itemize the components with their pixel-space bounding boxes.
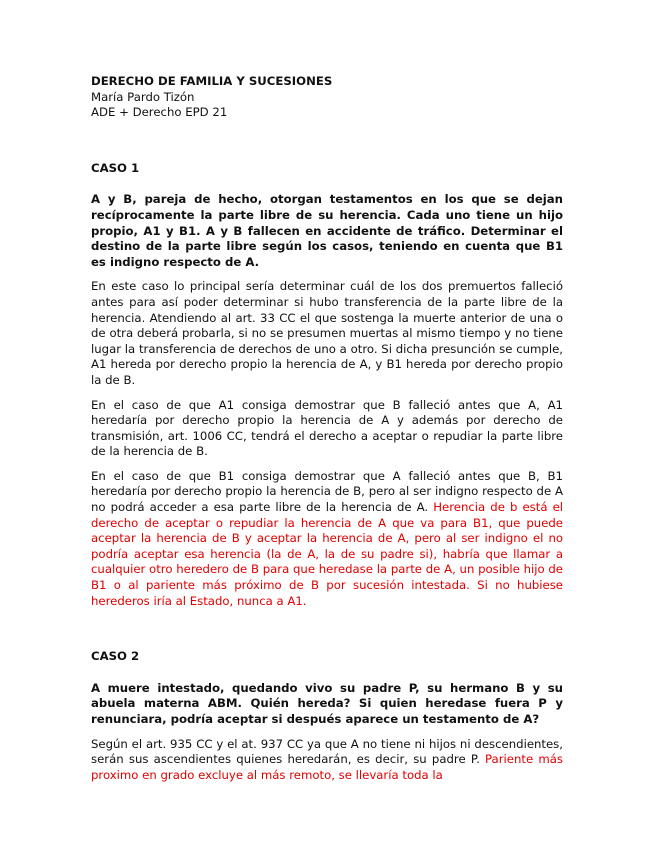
case-1-paragraph-3-annotation: Herencia de b está el derecho de aceptar o repudiar la herencia de A que va para B1, que puede aceptar la herencia de B y aceptar la herencia de A, pero al ser indigno el no podría aceptar esa herencia (la de A, la de su padre si), habría que llamar a cualquier otro heredero de B para que heredase la parte de A, un posible hijo de B1 o al pariente más próximo de B por sucesión intestada. Si no hubiese herederos iría al Estado, nunca a A1. bbox=[91, 500, 564, 608]
case-1-paragraph-2: En el caso de que A1 consiga demostrar que B falleció antes que A, A1 heredaría por derecho propio la herencia de A y además por derecho de transmisión, art. 1006 CC, tendrá el derecho a aceptar o repudiar la parte libre de la herencia de B. bbox=[91, 397, 563, 459]
case-1-paragraph-3 bbox=[91, 469, 563, 609]
case-2-paragraph-1-text: Según el art. 935 CC y el at. 937 CC ya que A no tiene ni hijos ni descendientes, serán sus ascendientes quienes heredarán, es decir, su padre P. bbox=[91, 736, 563, 767]
course-name: ADE + Derecho EPD 21 bbox=[91, 105, 228, 120]
case-1-heading: CASO 1 bbox=[91, 160, 140, 175]
case-1-question: A y B, pareja de hecho, otorgan testamentos en los que se dejan recíprocamente la parte libre de su herencia. Cada uno tiene un hijo propio, A1 y B1. A y B fallecen en accidente de tráfico. Determinar el destino de la parte libre según los casos, teniendo en cuenta que B1 es indigno respecto de A. bbox=[91, 192, 563, 269]
document-title: DERECHO DE FAMILIA Y SUCESIONES bbox=[91, 74, 333, 88]
case-2-paragraph-1 bbox=[91, 737, 563, 784]
case-2-question: A muere intestado, quedando vivo su padre P, su hermano B y su abuela materna ABM. Quién hereda? Si quien heredase fuera P y renunciara, podría aceptar si después aparece un testamento de A? bbox=[91, 680, 563, 726]
case-2-paragraph-1-annotation: Pariente más proximo en grado excluye al más remoto, se llevaría toda la bbox=[91, 752, 563, 782]
case-2-heading: CASO 2 bbox=[91, 649, 140, 664]
case-1-paragraph-3-text: En el caso de que B1 consiga demostrar que A falleció antes que B, B1 heredaría por derecho propio la herencia de B, pero al ser indigno respecto de A no podrá acceder a esa parte libre de la herencia de A. bbox=[91, 468, 563, 515]
author-name: María Pardo Tizón bbox=[91, 89, 195, 104]
case-1-paragraph-1: En este caso lo principal sería determinar cuál de los dos premuertos falleció antes para así poder determinar si hubo transferencia de la parte libre de la herencia. Atendiendo al art. 33 CC el que sostenga la muerte anterior de una o de otra deberá probarla, si no se presumen muertas al mismo tiempo y no tiene lugar la transferencia de derechos de uno a otro. Si dicha presunción se cumple, A1 hereda por derecho propio la herencia de A, y B1 hereda por derecho propio la de B. bbox=[91, 279, 563, 387]
document-page bbox=[91, 74, 563, 783]
